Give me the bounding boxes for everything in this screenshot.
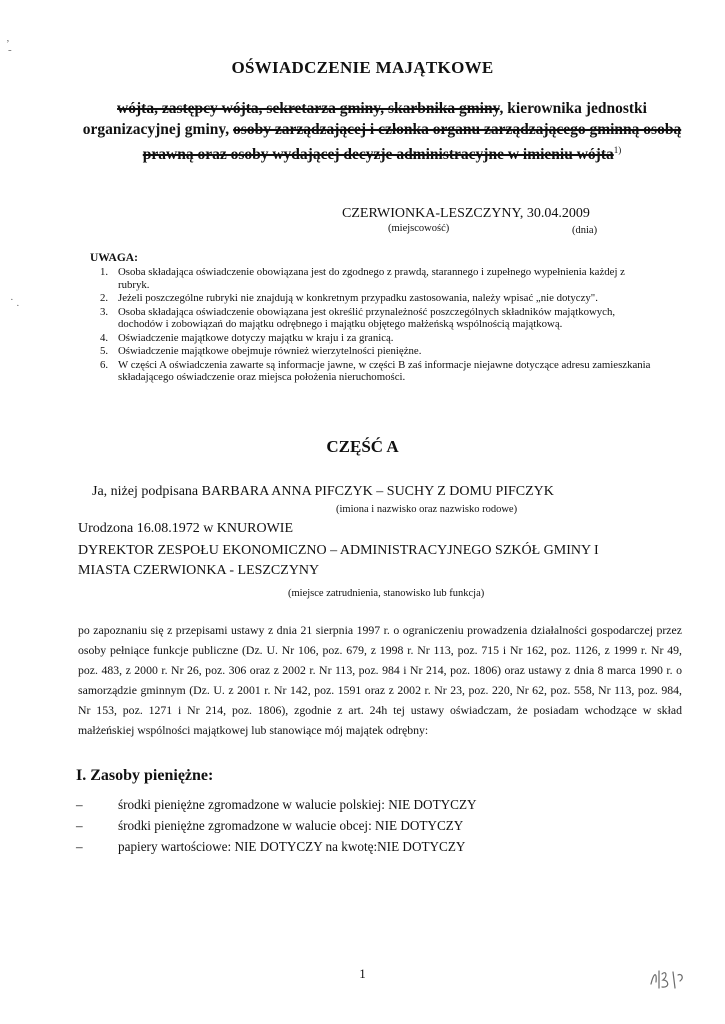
place-caption: (miejscowość) <box>388 223 450 234</box>
note-text: Oświadczenie majątkowe dotyczy majątku w kraju i za granicą. <box>118 331 394 344</box>
resource-text: środki pieniężne zgromadzone w walucie obcej: NIE DOTYCZY <box>118 818 464 833</box>
declarant-name-caption: (imiona i nazwisko oraz nazwisko rodowe) <box>336 504 518 515</box>
struck-role-text: osoby zarządzającej i członka organu zarządzającego gminną osobą prawną oraz osoby wydającej decyzje administracyjne w imieniu wójta <box>142 121 682 164</box>
birth-line: Urodzona 16.08.1972 w KNUROWIE <box>78 521 294 536</box>
note-number: 5. <box>100 345 109 357</box>
page-number: 1 <box>359 966 366 981</box>
note-text: Osoba składająca oświadczenie obowiązana jest określić przynależność poszczególnych składników majątkowych, dochodów i zobowiązań do majątku odrębnego i majątku objętego małżeńską wspólnością majątkową. <box>118 305 616 330</box>
struck-role-text: wójta, zastępcy wójta, sekretarza gminy, skarbnika gminy <box>117 100 500 117</box>
resource-text: środki pieniężne zgromadzone w walucie polskiej: NIE DOTYCZY <box>118 797 477 812</box>
note-item <box>96 359 656 384</box>
dash-bullet: – <box>76 839 83 854</box>
document-title: OŚWIADCZENIE MAJĄTKOWE <box>231 58 494 77</box>
declarant-role-subtitle <box>82 98 682 165</box>
date-caption: (dnia) <box>572 225 598 236</box>
scan-margin-mark: ‚ <box>6 32 10 44</box>
note-item <box>96 266 656 291</box>
scan-margin-mark: - <box>8 44 12 56</box>
declarant-name-line: Ja, niżej podpisana BARBARA ANNA PIFCZYK – SUCHY Z DOMU PIFCZYK <box>92 484 554 499</box>
employment-caption: (miejsce zatrudnienia, stanowisko lub funkcja) <box>288 588 485 599</box>
resource-item <box>76 836 477 857</box>
note-number: 1. <box>100 266 109 278</box>
note-number: 2. <box>100 292 109 304</box>
note-number: 6. <box>100 358 109 371</box>
employment-line-1: DYREKTOR ZESPOŁU EKONOMICZNO – ADMINISTRACYJNEGO SZKÓŁ GMINY I <box>78 543 599 558</box>
scan-margin-mark: · <box>10 294 14 306</box>
scan-margin-mark: · <box>16 300 20 312</box>
handwritten-initials-signature <box>648 966 688 992</box>
footnote-marker: 1) <box>613 145 622 155</box>
place-and-date: CZERWIONKA-LESZCZYNY, 30.04.2009 <box>342 206 590 221</box>
resources-list <box>76 794 477 857</box>
section-a-heading: CZĘŚĆ A <box>326 437 399 456</box>
note-number: 3. <box>100 305 109 318</box>
selected-role-text: , kierownika jednostki organizacyjnej gminy, <box>82 100 647 138</box>
note-item <box>96 292 656 305</box>
dash-bullet: – <box>76 818 83 833</box>
note-text: Jeżeli poszczególne rubryki nie znajdują w konkretnym przypadku zastosowania, należy wpisać „nie dotyczy". <box>118 292 598 304</box>
note-text: Osoba składająca oświadczenie obowiązana jest do zgodnego z prawdą, starannego i zupełnego wypełnienia każdej z rubryk. <box>118 266 625 291</box>
note-item <box>96 332 656 345</box>
resource-item <box>76 815 477 836</box>
note-text: Oświadczenie majątkowe obejmuje również wierzytelności pieniężne. <box>118 345 422 357</box>
notes-heading: UWAGA: <box>90 252 138 264</box>
note-item <box>96 306 656 331</box>
note-number: 4. <box>100 331 109 344</box>
dash-bullet: – <box>76 797 83 812</box>
notes-list <box>96 266 656 385</box>
resources-heading: I. Zasoby pieniężne: <box>76 767 214 784</box>
note-text: W części A oświadczenia zawarte są informacje jawne, w części B zaś informacje niejawne dotyczące adresu zamieszkania składającego oświadczenie oraz miejsca położenia nieruchomości. <box>118 358 651 383</box>
resource-item <box>76 794 477 815</box>
note-item <box>96 345 656 358</box>
legal-basis-paragraph: po zapoznaniu się z przepisami ustawy z dnia 21 sierpnia 1997 r. o ograniczeniu prowadzenia działalności gospodarczej przez osoby pełniące funkcje publiczne (Dz. U. Nr 106, poz. 679, z 1998 r. Nr 113, poz. 715 i Nr 162, poz. 1126, z 1999 r. Nr 49, poz. 483, z 2000 r. Nr 26, poz. 306 oraz z 2002 r. Nr 113, poz. 984 i Nr 214, poz. 1806) oraz ustawy z dnia 8 marca 1990 r. o samorządzie gminnym (Dz. U. z 2001 r. Nr 142, poz. 1591 oraz z 2002 r. Nr 23, poz. 220, Nr 62, poz. 558, Nr 113, poz. 984, Nr 153, poz. 1271 i Nr 214, poz. 1806), zgodnie z art. 24h tej ustawy oświadczam, że posiadam wchodzące w skład małżeńskiej wspólności majątkowej lub stanowiące mój majątek odrębny: <box>78 623 682 737</box>
employment-line-2: MIASTA CZERWIONKA - LESZCZYNY <box>78 563 320 578</box>
resource-text: papiery wartościowe: NIE DOTYCZY na kwotę:NIE DOTYCZY <box>118 839 466 854</box>
